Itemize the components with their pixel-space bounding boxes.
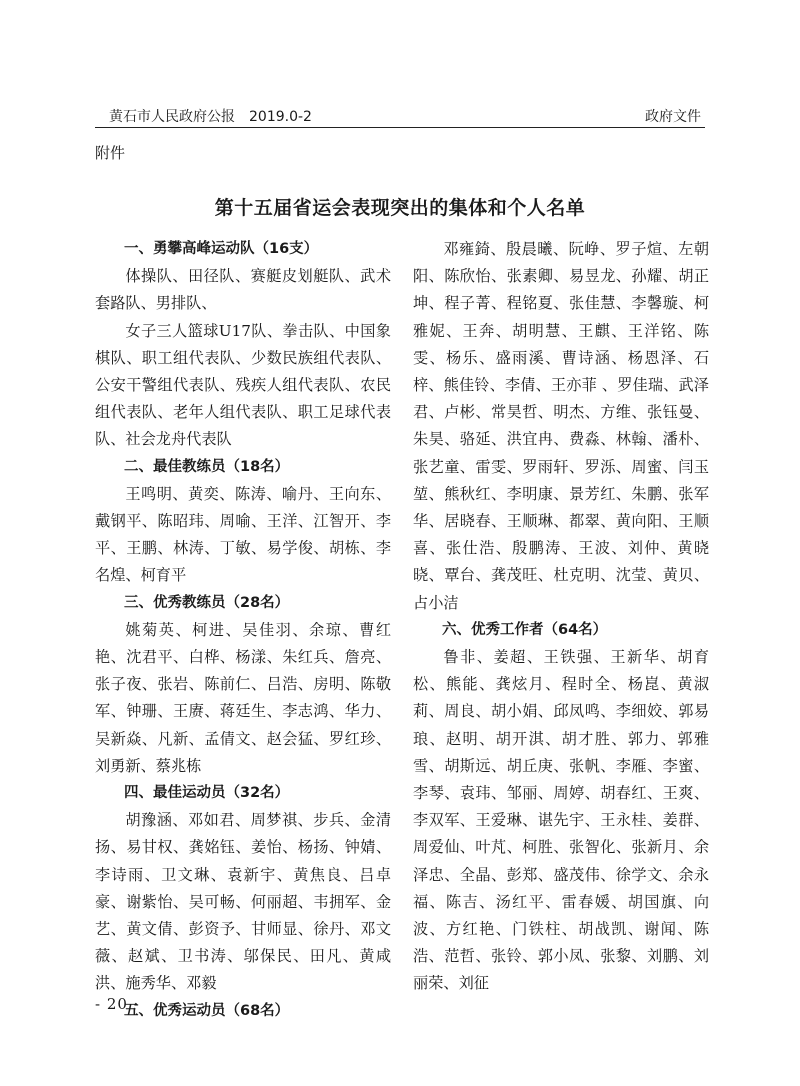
name-list: 姚菊英、柯进、吴佳羽、余琼、曹红艳、沈君平、白桦、杨漾、朱红兵、詹亮、张子夜、张岩、陈前仁、吕浩、房明、陈敬军、钟珊、王赓、蒋廷生、李志鸿、华力、吴新焱、凡新、孟倩文、赵会猛、罗红珍、刘勇新、蔡兆栋 — [95, 620, 391, 775]
section-heading: 六、优秀工作者（64名） — [442, 621, 608, 638]
document-title: 第十五届省运会表现突出的集体和个人名单 — [214, 197, 586, 219]
section-heading: 四、最佳运动员（32名） — [124, 785, 290, 802]
section-label: 政府文件 — [645, 109, 701, 125]
page-number: - 20 - — [95, 995, 140, 1013]
running-header — [95, 103, 705, 127]
section-heading: 二、最佳教练员（18名） — [124, 458, 290, 475]
section-heading: 三、优秀教练员（28名） — [124, 594, 290, 611]
right-column — [413, 236, 709, 998]
section-heading: 五、优秀运动员（68名） — [124, 1002, 290, 1019]
name-list: 邓雍錡、殷晨曦、阮峥、罗子煊、左朝阳、陈欣怡、张素卿、易昱龙、孙耀、胡正坤、程子菁、程铭夏、张佳慧、李馨璇、柯雅妮、王奔、胡明慧、王麒、王洋铭、陈雯、杨乐、盛雨溪、曹诗涵、杨恩泽、石梓、熊佳铃、李倩、王亦菲 、罗佳瑞、武泽君、卢彬、常昊哲、明杰、方维、张钰曼、朱昊、骆延、洪宜冉、费淼、林翰、潘朴、张艺童、雷雯、罗雨轩、罗泺、周蜜、闫玉堃、熊秋红、李明康、景芳红、朱鹏、张军华、居晓春、王顺琳、都翠、黄向阳、王顺喜、张仕浩、殷鹏涛、王波、刘仲、黄晓晓、覃台、龚茂旺、杜克明、沈莹、黄贝、占小洁 — [413, 240, 709, 612]
publication-title: 黄石市人民政府公报 2019.0-2 — [109, 109, 312, 125]
name-list: 体操队、田径队、赛艇皮划艇队、武术套路队、男排队、 — [95, 267, 391, 313]
name-list: 胡豫涵、邓如君、周梦祺、步兵、金清扬、易甘权、龚姳钰、姜怡、杨扬、钟婧、李诗雨、卫文琳、袁新宇、黄焦良、吕卓豪、谢紫怡、吴可畅、何丽超、韦拥军、金艺、黄文倩、彭资予、甘师显、徐丹、邓文薇、赵斌、卫书涛、邬保民、田凡、黄咸洪、施秀华、邓毅 — [95, 811, 391, 993]
name-list: 鲁非、姜超、王铁强、王新华、胡育松、熊能、龚炫月、程时全、杨崑、黄淑莉、周良、胡小娟、邱凤鸣、李细姣、郭易琅、赵明、胡开淇、胡才胜、郭力、郭雅雪、胡斯远、胡丘庚、张帆、李雁、李蜜、李琴、袁玮、邹丽、周婷、胡春红、王爽、李双军、王爱琳、谌先宇、王永桂、姜群、周爱仙、叶芃、柯胜、张智化、张新月、余泽忠、全晶、彭郑、盛茂伟、徐学文、余永福、陈吉、汤红平、雷春媛、胡国旗、向波、方红艳、门铁柱、胡战凯、谢闻、陈浩、范哲、张铃、郭小凤、张黎、刘鹏、刘丽荣、刘征 — [413, 648, 709, 993]
name-list: 女子三人篮球U17队、拳击队、中国象棋队、职工组代表队、少数民族组代表队、公安干警组代表队、残疾人组代表队、农民组代表队、老年人组代表队、职工足球代表队、社会龙舟代表队 — [95, 321, 391, 449]
left-column — [95, 236, 391, 1025]
section-heading: 一、勇攀高峰运动队（16支） — [124, 241, 319, 257]
header-rule — [95, 127, 705, 128]
name-list: 王鸣明、黄奕、陈涛、喻丹、王向东、戴钢平、陈昭玮、周喻、王洋、江智开、李平、王鹏、林涛、丁敏、易学俊、胡栋、李名煌、柯育平 — [95, 484, 391, 585]
annex-label: 附件 — [95, 144, 126, 162]
